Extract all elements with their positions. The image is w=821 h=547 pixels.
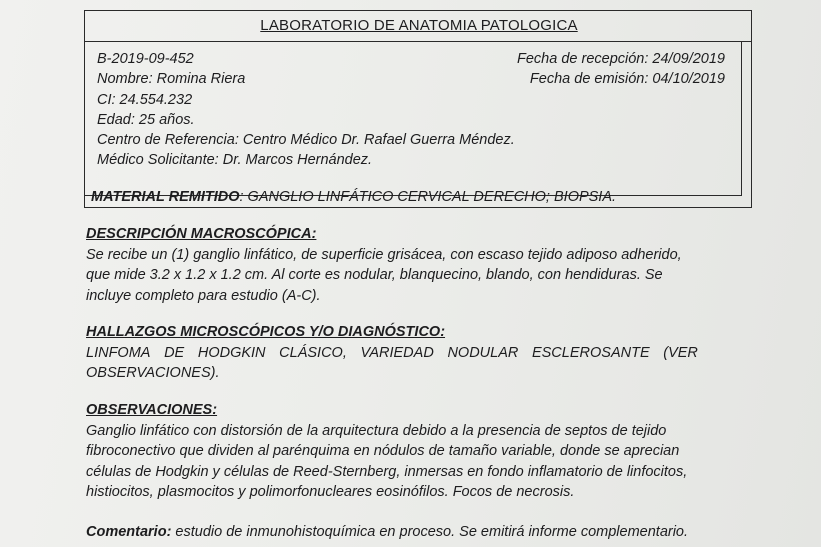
diagnosis-section bbox=[86, 322, 698, 384]
macro-line: incluye completo para estudio (A-C). bbox=[86, 287, 321, 304]
observations-line: histiocitos, plasmocitos y polimorfonucleares eosinófilos. Focos de necrosis. bbox=[86, 484, 575, 500]
patient-details bbox=[97, 49, 515, 171]
received-date: Fecha de recepción: 24/09/2019 bbox=[517, 51, 725, 67]
referral-center: Centro de Referencia: Centro Médico Dr. Rafael Guerra Méndez. bbox=[97, 132, 515, 149]
requesting-doctor: Médico Solicitante: Dr. Marcos Hernández. bbox=[97, 152, 373, 169]
diagnosis-word: VARIEDAD bbox=[360, 344, 434, 361]
diagnosis-word: (VER bbox=[663, 344, 698, 361]
diagnosis-line: OBSERVACIONES). bbox=[86, 365, 220, 381]
diagnosis-title: HALLAZGOS MICROSCÓPICOS Y/O DIAGNÓSTICO: bbox=[86, 324, 446, 340]
lab-title: LABORATORIO DE ANATOMIA PATOLOGICA bbox=[260, 17, 578, 34]
material-submitted bbox=[91, 189, 616, 205]
comment-text: estudio de inmunohistoquímica en proceso. Se emitirá informe complementario. bbox=[171, 524, 689, 540]
patient-age: Edad: 25 años. bbox=[97, 111, 195, 128]
diagnosis-word: CLÁSICO, bbox=[279, 344, 347, 361]
diagnosis-word: LINFOMA bbox=[86, 344, 151, 361]
diagnosis-word: HODGKIN bbox=[197, 344, 266, 361]
macro-line: Se recibe un (1) ganglio linfático, de superficie grisácea, con escaso tejido adiposo adherido, bbox=[86, 246, 682, 263]
report-header-box bbox=[84, 10, 752, 208]
comment-label: Comentario: bbox=[86, 524, 172, 540]
patient-name: Nombre: Romina Riera bbox=[97, 71, 246, 88]
observations-line: células de Hodgkin y células de Reed-Sternberg, inmersas en fondo inflamatorio de linfocitos, bbox=[86, 463, 688, 480]
observations-line: Ganglio linfático con distorsión de la arquitectura debido a la presencia de septos de tejido bbox=[86, 422, 667, 439]
diagnosis-word: ESCLEROSANTE bbox=[531, 344, 650, 361]
case-id: B-2019-09-452 bbox=[97, 51, 194, 67]
macro-line: que mide 3.2 x 1.2 x 1.2 cm. Al corte es nodular, blanquecino, blando, con hendiduras. Se bbox=[86, 267, 663, 283]
material-label: MATERIAL REMITIDO bbox=[91, 189, 240, 205]
observations-line: fibroconectivo que dividen al parénquima en nódulos de tamaño variable, donde se aprecian bbox=[86, 443, 680, 459]
patient-ci: CI: 24.554.232 bbox=[97, 91, 193, 108]
diagnosis-word: NODULAR bbox=[447, 344, 519, 361]
material-value: : GANGLIO LINFÁTICO CERVICAL DERECHO; BIOPSIA. bbox=[239, 189, 617, 205]
macro-section bbox=[86, 224, 698, 306]
observations-section bbox=[86, 400, 698, 503]
diagnosis-line bbox=[86, 343, 698, 364]
diagnosis-word: DE bbox=[164, 344, 185, 361]
issued-date: Fecha de emisión: 04/10/2019 bbox=[529, 71, 725, 88]
report-dates bbox=[517, 49, 725, 90]
comment-section bbox=[86, 522, 698, 543]
observations-title: OBSERVACIONES: bbox=[86, 402, 218, 418]
macro-title: DESCRIPCIÓN MACROSCÓPICA: bbox=[86, 226, 317, 242]
